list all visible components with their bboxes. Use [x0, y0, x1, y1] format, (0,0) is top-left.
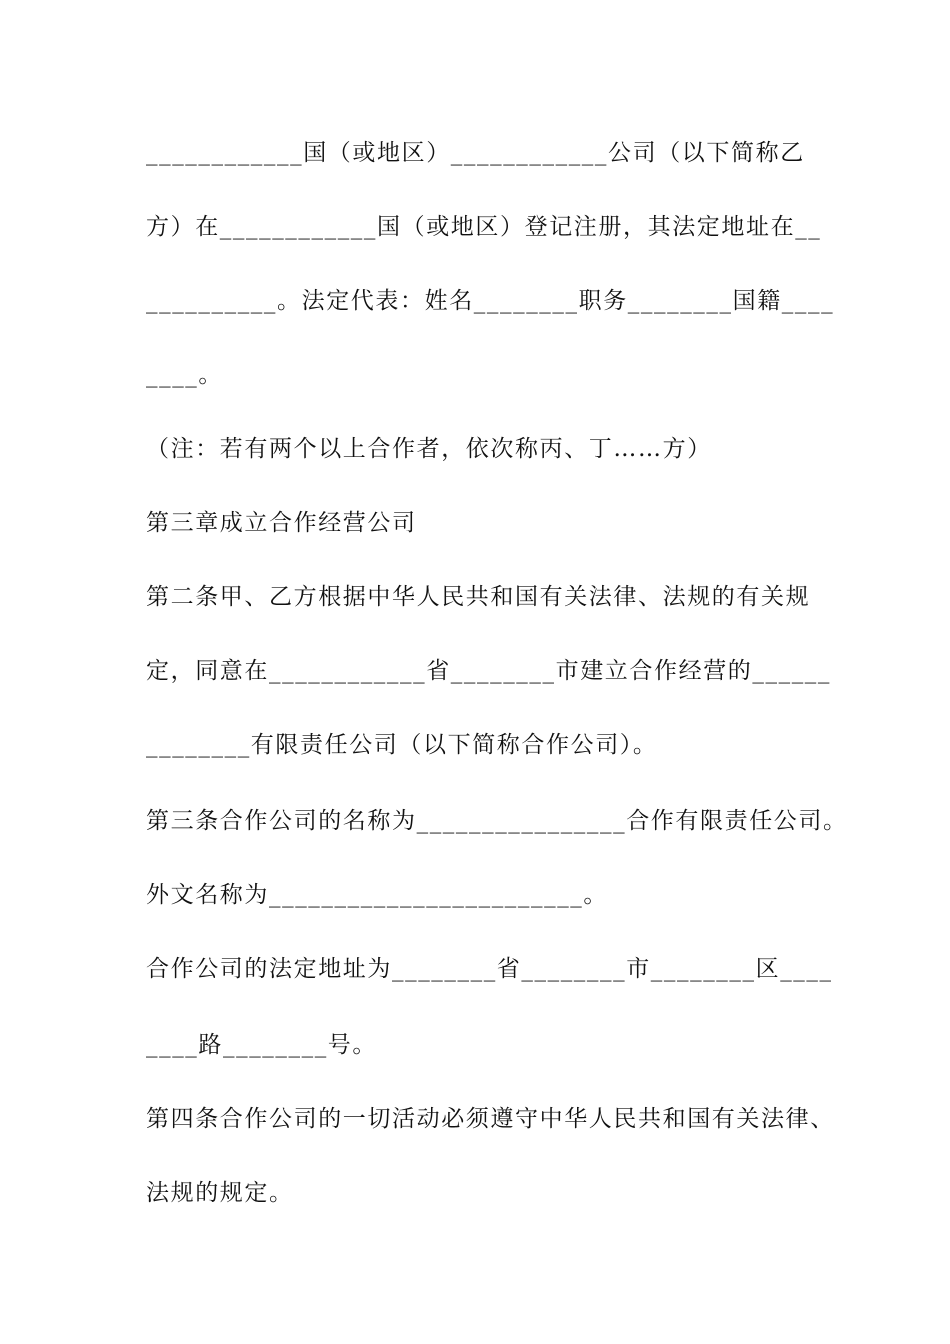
article-2-line-2: 定，同意在____________省________市建立合作经营的______ — [146, 658, 831, 684]
article-2-line-1: 第二条甲、乙方根据中华人民共和国有关法律、法规的有关规 — [146, 584, 811, 610]
article-4-line-2: 法规的规定。 — [146, 1180, 294, 1206]
legal-address-line-2: ____路________号。 — [146, 1032, 377, 1058]
party-b-nationality-line: ____。 — [146, 362, 223, 388]
chapter-heading: 第三章成立合作经营公司 — [146, 510, 417, 536]
article-4-line-1: 第四条合作公司的一切活动必须遵守中华人民共和国有关法律、 — [146, 1106, 835, 1132]
article-2-line-3: ________有限责任公司（以下简称合作公司）。 — [146, 732, 658, 758]
party-b-company-line: ____________国（或地区）____________公司（以下简称乙 — [146, 140, 805, 166]
note-line: （注：若有两个以上合作者，依次称丙、丁……方） — [146, 436, 712, 462]
article-3-name-line: 第三条合作公司的名称为________________合作有限责任公司。 — [146, 808, 848, 834]
party-b-representative-line: __________。法定代表：姓名________职务________国籍____ — [146, 288, 835, 314]
party-b-registration-line: 方）在____________国（或地区）登记注册，其法定地址在__ — [146, 214, 822, 240]
legal-address-line-1: 合作公司的法定地址为________省________市________区____ — [146, 956, 833, 982]
foreign-name-line: 外文名称为________________________。 — [146, 882, 608, 908]
